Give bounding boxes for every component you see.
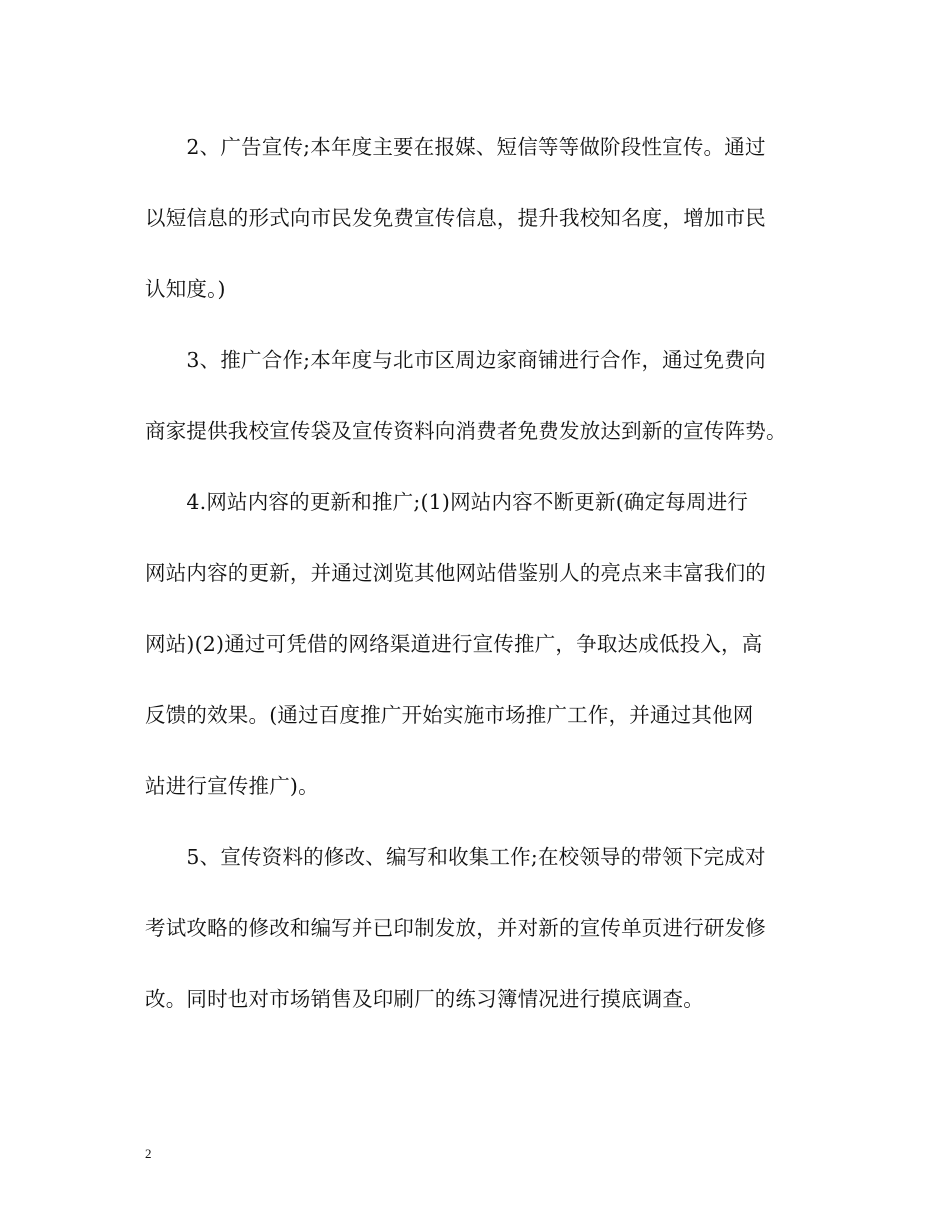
- text-line: 站进行宣传推广)。: [145, 774, 319, 798]
- text-line: 改。同时也对市场销售及印刷厂的练习簿情况进行摸底调查。: [145, 987, 704, 1011]
- page-number: 2: [145, 1146, 152, 1161]
- text-line: 4.网站内容的更新和推广;(1)网站内容不断更新(确定每周进行: [145, 490, 749, 514]
- text-line: 认知度。): [145, 277, 226, 301]
- text-line: 反馈的效果。(通过百度推广开始实施市场推广工作，并通过其他网: [145, 703, 754, 727]
- text-line: 考试攻略的修改和编写并已印制发放，并对新的宣传单页进行研发修: [145, 916, 766, 940]
- text-line: 商家提供我校宣传袋及宣传资料向消费者免费发放达到新的宣传阵势。: [145, 419, 787, 443]
- text-line: 网站内容的更新，并通过浏览其他网站借鉴别人的亮点来丰富我们的: [145, 561, 766, 585]
- text-line: 3、推广合作;本年度与北市区周边家商铺进行合作，通过免费向: [145, 348, 766, 372]
- text-line: 5、宣传资料的修改、编写和收集工作;在校领导的带领下完成对: [145, 845, 766, 869]
- text-line: 网站)(2)通过可凭借的网络渠道进行宣传推广，争取达成低投入，高: [145, 632, 763, 656]
- text-line: 2、广告宣传;本年度主要在报媒、短信等等做阶段性宣传。通过: [145, 135, 766, 159]
- text-line: 以短信息的形式向市民发免费宣传信息，提升我校知名度，增加市民: [145, 206, 766, 230]
